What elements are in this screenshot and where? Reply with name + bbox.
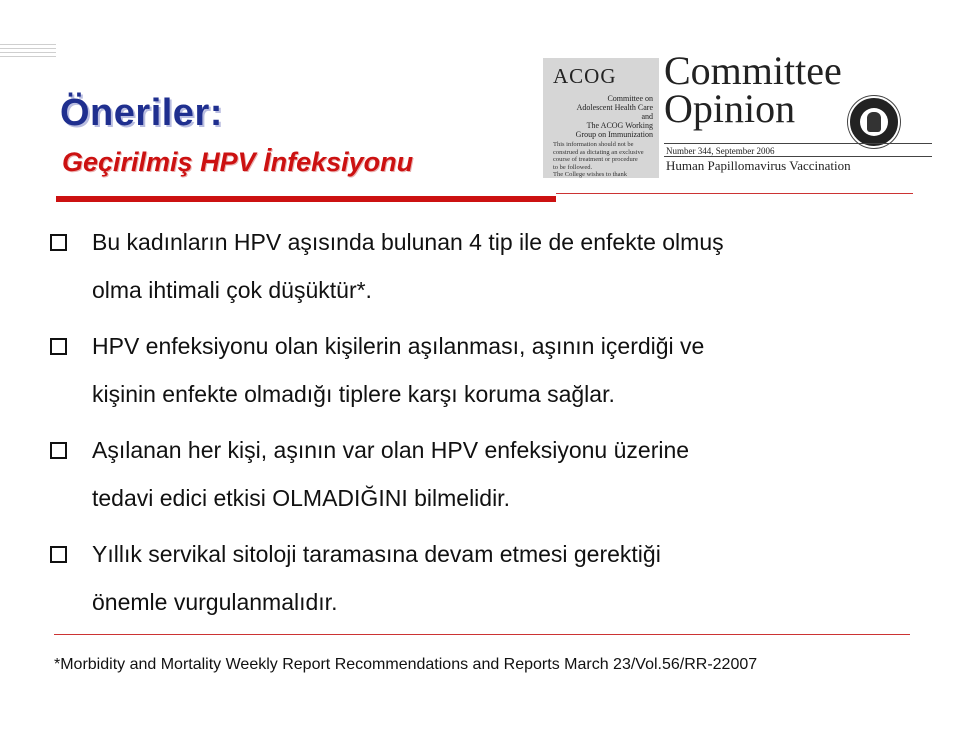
footnote: *Morbidity and Mortality Weekly Report Recommendations and Reports March 23/Vol.56/RR-22007 — [54, 656, 758, 673]
header-divider — [556, 193, 913, 194]
slide-subtitle: Geçirilmiş HPV İnfeksiyonu — [62, 147, 414, 177]
list-item: Aşılanan her kişi, aşının var olan HPV enfeksiyonu üzerine tedavi edici etkisi OLMADIĞINI bilmelidir. — [48, 426, 928, 522]
square-bullet-icon — [50, 234, 67, 251]
square-bullet-icon — [50, 546, 67, 563]
committee-opinion-heading: Committee Opinion — [664, 48, 842, 131]
square-bullet-icon — [50, 442, 67, 459]
acog-cover-image — [543, 58, 659, 178]
footnote-divider — [54, 634, 910, 635]
list-item: Bu kadınların HPV aşısında bulunan 4 tip ile de enfekte olmuş olma ihtimali çok düşüktür*. — [48, 218, 928, 314]
decorative-lines — [0, 44, 56, 60]
list-item: Yıllık servikal sitoloji taramasına devam etmesi gerektiği önemle vurgulanmalıdır. — [48, 530, 928, 626]
acog-logo: ACOG — [553, 64, 617, 88]
acog-note-text: This information should not be construed as dictating an exclusive course of treatment or procedure to be followed. The College wishes to thank — [553, 141, 644, 178]
square-bullet-icon — [50, 338, 67, 355]
publication-rule-bottom — [664, 156, 932, 157]
publication-title: Human Papillomavirus Vaccination — [666, 158, 851, 173]
list-item: HPV enfeksiyonu olan kişilerin aşılanması, aşının içerdiği ve kişinin enfekte olmadığı tiplere karşı koruma sağlar. — [48, 322, 928, 418]
recommendation-list — [48, 218, 928, 634]
college-seal-icon — [848, 96, 900, 148]
publication-rule-top — [664, 143, 932, 144]
slide-title: Öneriler: — [60, 92, 223, 134]
title-underline-bar — [56, 196, 556, 202]
publication-issue: Number 344, September 2006 — [666, 146, 775, 156]
acog-committee-text: Committee on Adolescent Health Care and The ACOG Working Group on Immunization — [575, 94, 653, 139]
